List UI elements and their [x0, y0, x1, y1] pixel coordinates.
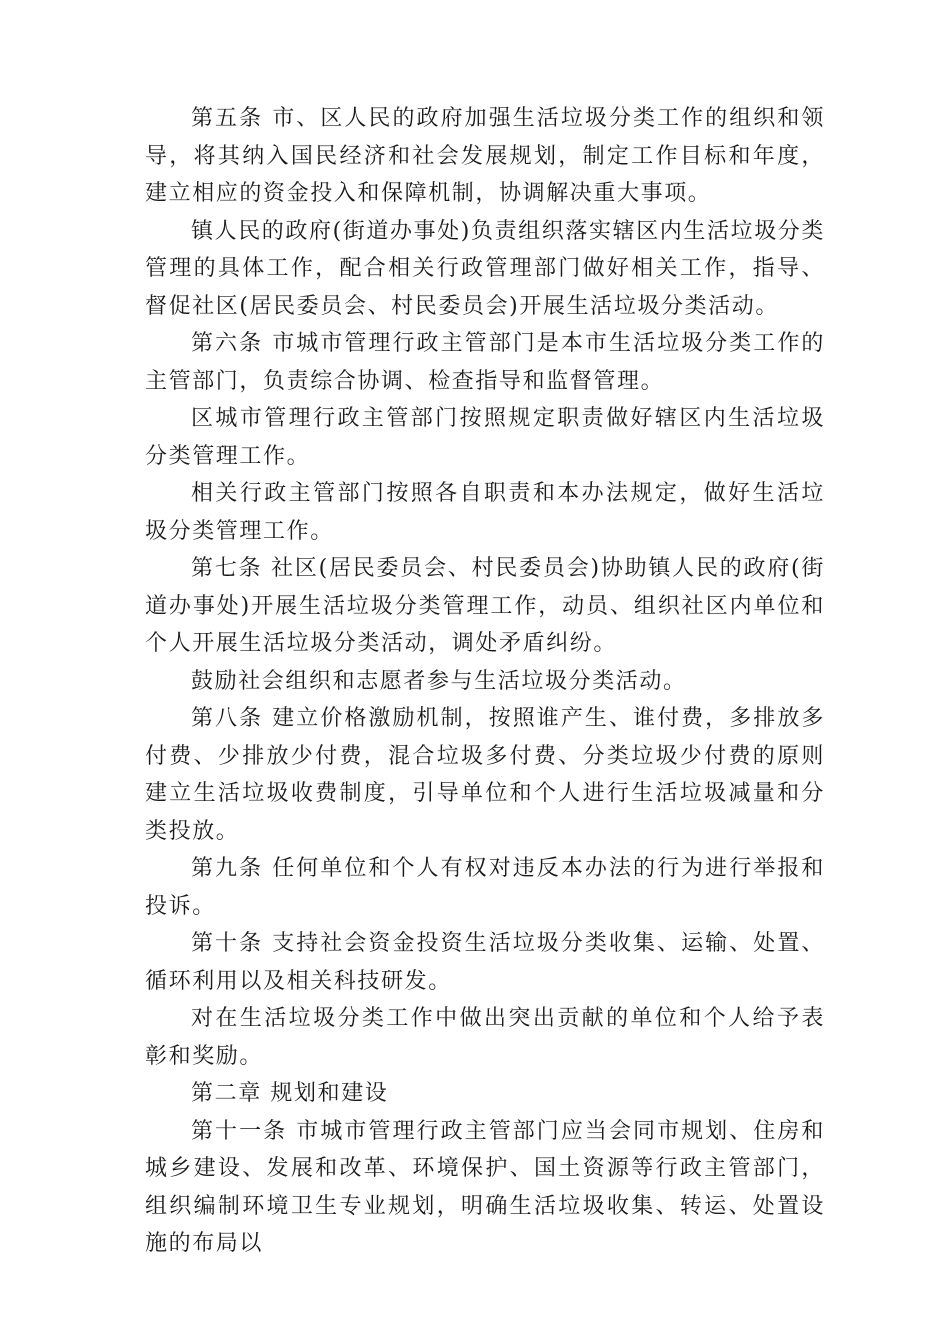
article-11-paragraph: 第十一条 市城市管理行政主管部门应当会同市规划、住房和城乡建设、发展和改革、环境保护、国土资源等行政主管部门，组织编制环境卫生专业规划，明确生活垃圾收集、转运、处置设施的布局以	[145, 1118, 825, 1256]
article-6-paragraph: 第六条 市城市管理行政主管部门是本市生活垃圾分类工作的主管部门，负责综合协调、检查指导和监督管理。	[145, 331, 825, 394]
commendation-paragraph: 对在生活垃圾分类工作中做出突出贡献的单位和个人给予表彰和奖励。	[145, 1006, 825, 1069]
article-7-paragraph: 第七条 社区(居民委员会、村民委员会)协助镇人民的政府(街道办事处)开展生活垃圾分类管理工作，动员、组织社区内单位和个人开展生活垃圾分类活动，调处矛盾纠纷。	[145, 556, 825, 656]
article-5-paragraph: 第五条 市、区人民的政府加强生活垃圾分类工作的组织和领导，将其纳入国民经济和社会发展规划，制定工作目标和年度，建立相应的资金投入和保障机制，协调解决重大事项。	[145, 106, 825, 206]
chapter-2-heading: 第二章 规划和建设	[191, 1081, 389, 1106]
town-government-paragraph: 镇人民的政府(街道办事处)负责组织落实辖区内生活垃圾分类管理的具体工作，配合相关行政管理部门做好相关工作，指导、督促社区(居民委员会、村民委员会)开展生活垃圾分类活动。	[145, 218, 825, 319]
article-10-paragraph: 第十条 支持社会资金投资生活垃圾分类收集、运输、处置、循环利用以及相关科技研发。	[145, 931, 825, 994]
related-departments-paragraph: 相关行政主管部门按照各自职责和本办法规定，做好生活垃圾分类管理工作。	[145, 481, 825, 544]
article-8-paragraph: 第八条 建立价格激励机制，按照谁产生、谁付费，多排放多付费、少排放少付费，混合垃圾多付费、分类垃圾少付费的原则建立生活垃圾收费制度，引导单位和个人进行生活垃圾减量和分类投放。	[145, 706, 825, 844]
encourage-volunteers-paragraph: 鼓励社会组织和志愿者参与生活垃圾分类活动。	[191, 668, 687, 694]
district-department-paragraph: 区城市管理行政主管部门按照规定职责做好辖区内生活垃圾分类管理工作。	[145, 406, 825, 469]
article-9-paragraph: 第九条 任何单位和个人有权对违反本办法的行为进行举报和投诉。	[145, 856, 825, 919]
document-body	[145, 100, 825, 1263]
